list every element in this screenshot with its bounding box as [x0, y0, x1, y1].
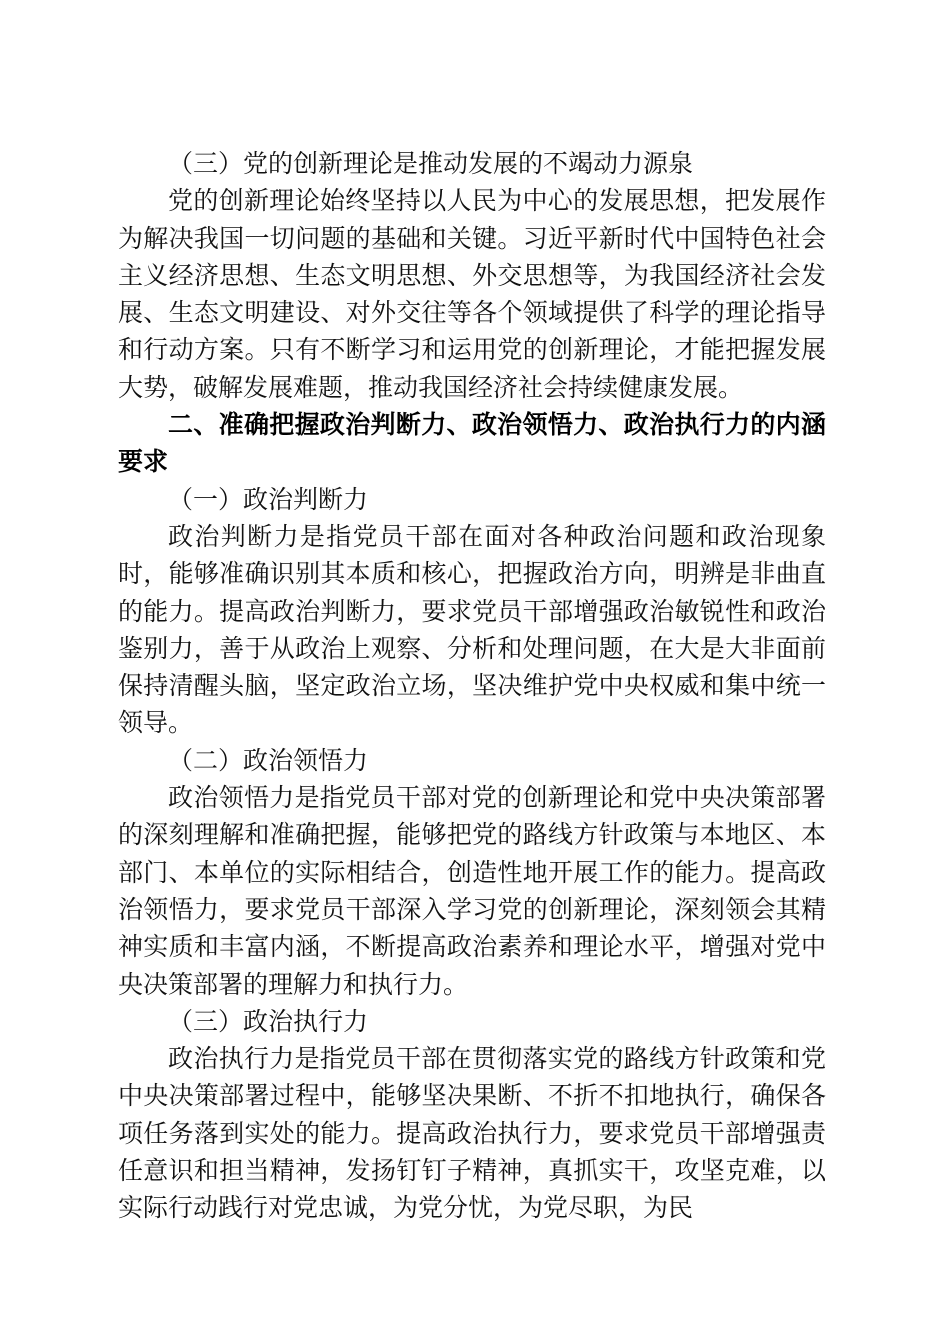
section-heading-political-abilities: 二、准确把握政治判断力、政治领悟力、政治执行力的内涵要求 — [118, 410, 826, 477]
sub-heading-political-execution: （三）政治执行力 — [168, 1006, 369, 1036]
sub-heading-political-understanding: （二）政治领悟力 — [168, 745, 369, 775]
document-body — [118, 145, 826, 1227]
sub-heading-innovation-theory: （三）党的创新理论是推动发展的不竭动力源泉 — [168, 149, 694, 178]
paragraph-political-execution: 政治执行力是指党员干部在贯彻落实党的路线方针政策和党中央决策部署过程中，能够坚决果断、不折不扣地执行，确保各项任务落到实处的能力。提高政治执行力，要求党员干部增强责任意识和担当精神，发扬钉钉子精神，真抓实干，攻坚克难，以实际行动践行对党忠诚，为党分忧，为党尽职，为民 — [118, 1044, 826, 1223]
paragraph-innovation-theory: 党的创新理论始终坚持以人民为中心的发展思想，把发展作为解决我国一切问题的基础和关键。习近平新时代中国特色社会主义经济思想、生态文明思想、外交思想等，为我国经济社会发展、生态文明建设、对外交往等各个领域提供了科学的理论指导和行动方案。只有不断学习和运用党的创新理论，才能把握发展大势，破解发展难题，推动我国经济社会持续健康发展。 — [118, 186, 826, 402]
paragraph-political-judgment: 政治判断力是指党员干部在面对各种政治问题和政治现象时，能够准确识别其本质和核心，把握政治方向，明辨是非曲直的能力。提高政治判断力，要求党员干部增强政治敏锐性和政治鉴别力，善于从政治上观察、分析和处理问题，在大是大非面前保持清醒头脑，坚定政治立场，坚决维护党中央权威和集中统一领导。 — [118, 521, 826, 738]
sub-heading-political-judgment: （一）政治判断力 — [168, 484, 369, 514]
paragraph-political-understanding: 政治领悟力是指党员干部对党的创新理论和党中央决策部署的深刻理解和准确把握，能够把党的路线方针政策与本地区、本部门、本单位的实际相结合，创造性地开展工作的能力。提高政治领悟力，要求党员干部深入学习党的创新理论，深刻领会其精神实质和丰富内涵，不断提高政治素养和理论水平，增强对党中央决策部署的理解力和执行力。 — [118, 783, 826, 999]
